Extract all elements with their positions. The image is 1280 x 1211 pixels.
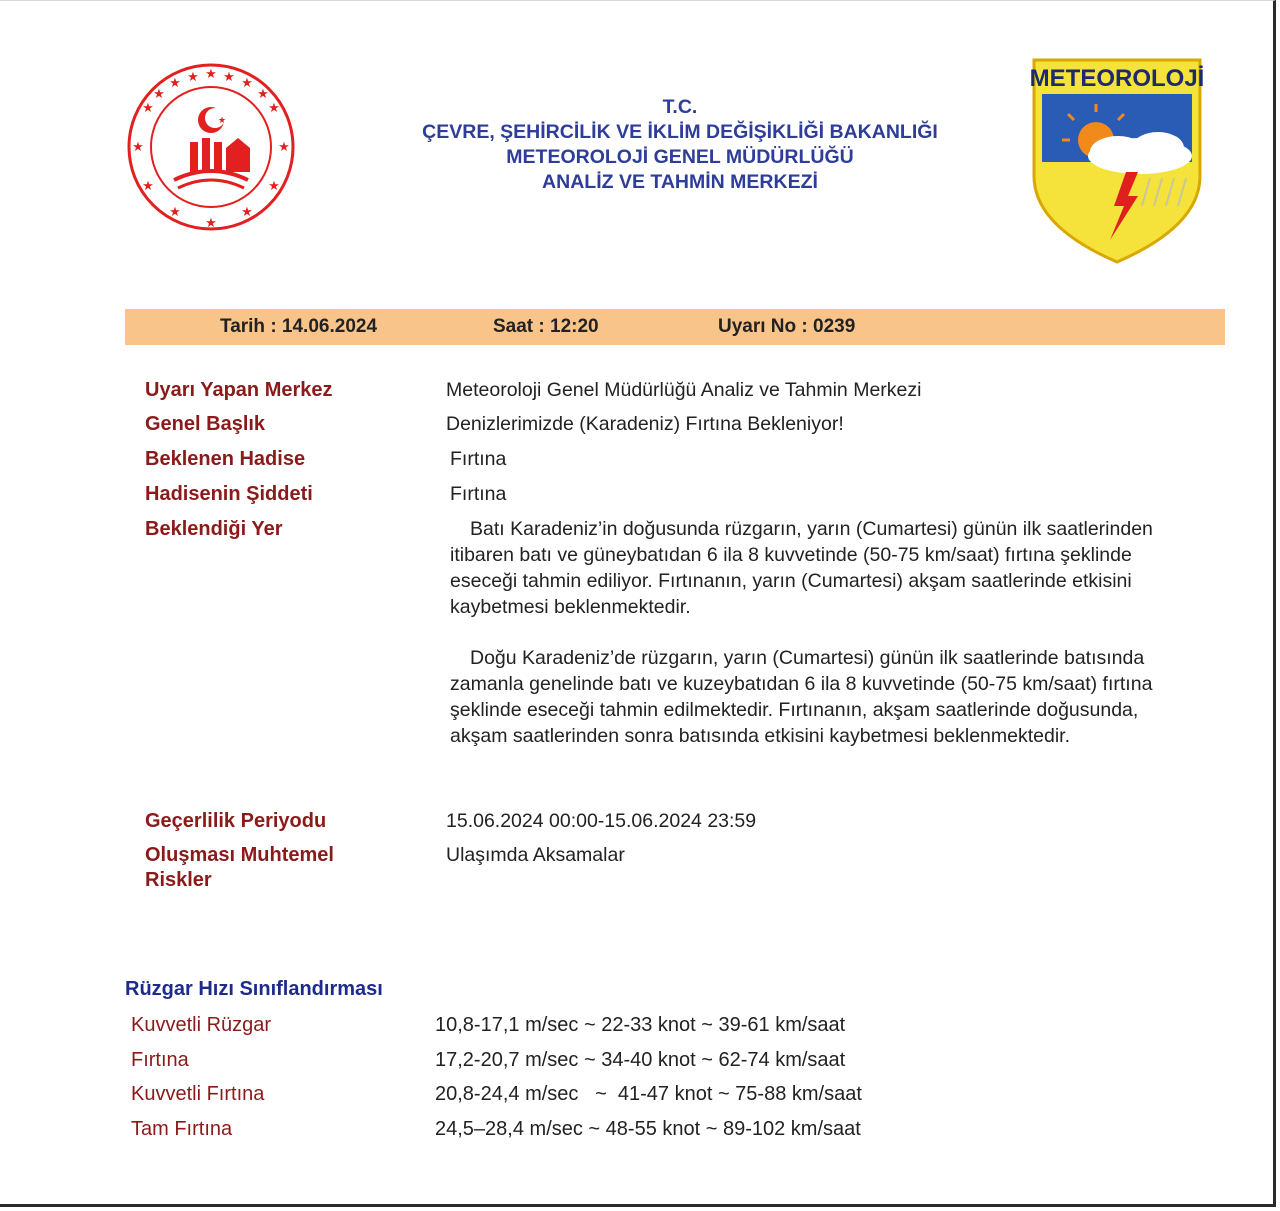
header-line-directorate: METEOROLOJİ GENEL MÜDÜRLÜĞÜ [506, 146, 854, 168]
svg-text:★: ★ [169, 205, 181, 220]
svg-text:★: ★ [223, 70, 235, 85]
severity-value: Fırtına [450, 483, 507, 505]
svg-text:★: ★ [241, 76, 253, 91]
svg-text:★: ★ [187, 70, 199, 85]
risk-label: Oluşması Muhtemel Riskler [145, 844, 334, 891]
svg-text:★: ★ [169, 76, 181, 91]
svg-text:★: ★ [257, 87, 269, 102]
event-value: Fırtına [450, 448, 507, 470]
wind-row-value: 20,8-24,4 m/sec ~ 41-47 knot ~ 75-88 km/saat [435, 1083, 862, 1105]
wind-classification-title: Rüzgar Hızı Sınıflandırması [125, 978, 383, 1000]
center-label: Uyarı Yapan Merkez [145, 379, 333, 401]
location-label: Beklendiği Yer [145, 518, 283, 540]
wind-row-label: Fırtına [131, 1049, 189, 1071]
header-line-center: ANALİZ VE TAHMİN MERKEZİ [542, 171, 818, 193]
risk-value: Ulaşımda Aksamalar [446, 844, 625, 866]
svg-text:★: ★ [142, 101, 154, 116]
svg-text:★: ★ [278, 140, 290, 155]
meteoroloji-logo-icon [1030, 56, 1204, 266]
validity-value: 15.06.2024 00:00-15.06.2024 23:59 [446, 810, 757, 832]
svg-text:★: ★ [132, 140, 144, 155]
svg-text:★: ★ [241, 205, 253, 220]
wind-row-value: 24,5–28,4 m/sec ~ 48-55 knot ~ 89-102 km/saat [435, 1118, 861, 1140]
logo-text: METEOROLOJİ [1030, 65, 1204, 92]
wind-row-label: Kuvvetli Rüzgar [131, 1014, 272, 1036]
center-value: Meteoroloji Genel Müdürlüğü Analiz ve Tahmin Merkezi [446, 379, 922, 401]
header-line-tc: T.C. [662, 96, 698, 118]
svg-text:★: ★ [268, 179, 280, 194]
date-text: Tarih : 14.06.2024 [220, 316, 378, 337]
svg-text:★: ★ [268, 101, 280, 116]
svg-text:★: ★ [153, 87, 165, 102]
wind-row-value: 10,8-17,1 m/sec ~ 22-33 knot ~ 39-61 km/saat [435, 1014, 846, 1036]
event-label: Beklenen Hadise [145, 448, 306, 470]
time-text: Saat : 12:20 [493, 316, 599, 337]
wind-row-value: 17,2-20,7 m/sec ~ 34-40 knot ~ 62-74 km/saat [435, 1049, 846, 1071]
svg-text:★: ★ [205, 216, 217, 231]
header-line-ministry: ÇEVRE, ŞEHİRCİLİK VE İKLİM DEĞİŞİKLİĞİ BAKANLIĞI [422, 121, 938, 143]
info-bar [125, 309, 1225, 345]
validity-label: Geçerlilik Periyodu [145, 810, 327, 832]
svg-text:★: ★ [142, 179, 154, 194]
severity-label: Hadisenin Şiddeti [145, 483, 313, 505]
location-paragraph-east: Doğu Karadeniz’de rüzgarın, yarın (Cumartesi) günün ilk saatlerinde batısında zamanla genelinde batı ve kuzeybatıdan 6 ila 8 kuvvetinde (50-75 km/saat) fırtına şeklinde eseceği tahmin edilmektedir. Fırtınanın, akşam saatlerinde doğusunda, akşam saatlerinden sonra batısında etkisini kaybetmesi beklenmektedir. [450, 647, 1153, 747]
title-value: Denizlerimizde (Karadeniz) Fırtına Bekleniyor! [446, 413, 844, 435]
wind-row-label: Tam Fırtına [131, 1118, 233, 1140]
wind-row-label: Kuvvetli Fırtına [131, 1083, 265, 1105]
warning-number-text: Uyarı No : 0239 [718, 316, 856, 337]
svg-text:★: ★ [218, 116, 227, 126]
title-label: Genel Başlık [145, 413, 266, 435]
location-paragraph-west: Batı Karadeniz’in doğusunda rüzgarın, yarın (Cumartesi) günün ilk saatlerinden itibaren batı ve güneybatıdan 6 ila 8 kuvvetinde (50-75 km/saat) fırtına şeklinde eseceği tahmin ediliyor. Fırtınanın, yarın (Cumartesi) akşam saatlerinde etkisini kaybetmesi beklenmektedir. [450, 518, 1153, 618]
document-header [360, 95, 1000, 195]
svg-text:★: ★ [205, 67, 217, 82]
ministry-seal-icon [126, 62, 296, 232]
